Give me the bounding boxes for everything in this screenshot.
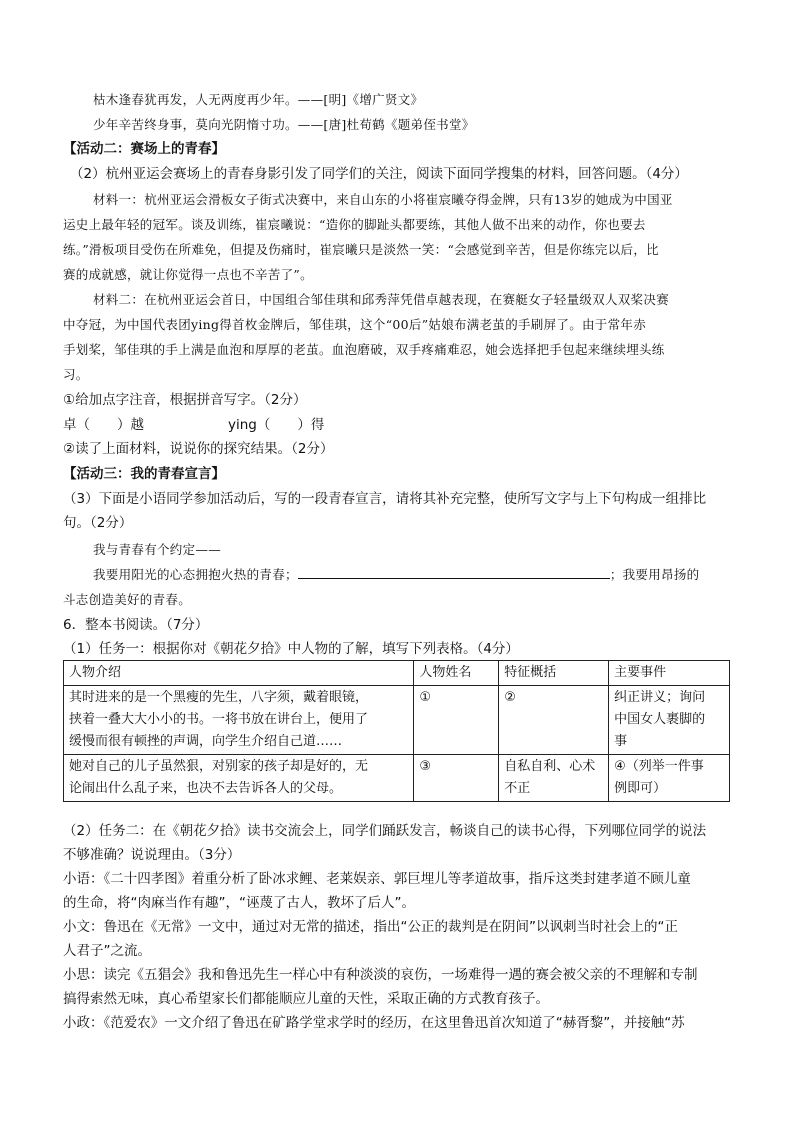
material1-line4: 赛的成就感，就让你觉得一点也不辛苦了”。 (63, 267, 313, 282)
material1-line1: 材料一：杭州亚运会滑板女子街式决赛中，来自山东的小将崔宸曦夺得金牌，只有13岁的她成为中国亚 (93, 192, 673, 207)
q6-task1: （1）任务一：根据你对《朝花夕拾》中人物的了解，填写下列表格。（4分） (63, 641, 519, 657)
cell-line: 例即可） (614, 781, 667, 796)
student-xiaoyu-line1: 小语：《二十四孝图》着重分析了卧冰求鲤、老莱娱亲、郭巨埋儿等孝道故事，指斥这类封建孝道不顾儿童 (63, 871, 691, 887)
cell-line: 其时进来的是一个黑瘦的先生，八字须，戴着眼镜， (69, 690, 369, 705)
q6-task2-line2: 不够准确？说说理由。（3分） (63, 847, 241, 863)
pinyin-item-zhuo: 卓（ ）越 (63, 417, 144, 433)
cell-line: 事 (614, 734, 628, 749)
cell-line: 论闹出什么乱子来，也决不去告诉各人的父母。 (69, 781, 343, 796)
quote-2: 少年辛苦终身事，莫向光阴惰寸功。——[唐]杜荀鹤《题弟侄书堂》 (93, 117, 475, 132)
cell-line: 挟着一叠大大小小的书。一将书放在讲台上，便用了 (69, 712, 369, 727)
student-xiaowen-line2: 人君子”之流。 (63, 943, 151, 959)
declaration-blank[interactable] (298, 566, 610, 579)
table-cell-name[interactable]: ① (414, 686, 499, 755)
activity3-heading: 【活动三：我的青春宣言】 (63, 466, 225, 482)
cell-line: ④（列举一件事 (614, 759, 704, 774)
declaration-line2 (93, 566, 699, 584)
subquestion-1: ①给加点字注音，根据拼音写字。（2分） (63, 392, 307, 408)
cell-line: 自私自利、心术 (504, 759, 596, 774)
table-header: 主要事件 (609, 661, 730, 686)
declaration-line3: 斗志创造美好的青春。 (63, 592, 192, 607)
table-row (64, 755, 730, 802)
declaration-line1: 我与青春有个约定—— (93, 542, 222, 557)
student-xiaoyu-line2: 的生命，将“肉麻当作有趣”，“诬蔑了古人，教坏了后人”。 (63, 895, 415, 911)
table-cell-events (609, 686, 730, 755)
pinyin-item-ying: ying（ ）得 (228, 417, 325, 433)
table-cell-intro (64, 686, 414, 755)
material2-line2: 中夺冠，为中国代表团ying得首枚金牌后，邹佳琪，这个“00后”姑娘布满老茧的手刷屏了。由于常年赤 (63, 317, 646, 332)
quote-1: 枯木逢春犹再发，人无两度再少年。——[明]《增广贤文》 (93, 92, 424, 107)
table-row (64, 686, 730, 755)
q6-heading: 6．整本书阅读。（7分） (63, 617, 209, 633)
student-xiaozheng-line1: 小政：《范爱农》一文介绍了鲁迅在矿路学堂求学时的经历，在这里鲁迅首次知道了“赫胥黎”，并接触“苏 (63, 1015, 685, 1031)
student-xiaosi-line1: 小思：读完《五猖会》我和鲁迅先生一样心中有种淡淡的哀伤，一场难得一遇的赛会被父亲的不理解和专制 (63, 967, 698, 983)
table-header: 人物介绍 (64, 661, 414, 686)
activity2-heading: 【活动二：赛场上的青春】 (63, 141, 225, 157)
material2-line1: 材料二：在杭州亚运会首日，中国组合邹佳琪和邱秀萍凭借卓越表现，在赛艇女子轻量级双人双桨决赛 (93, 292, 670, 307)
character-table (63, 660, 730, 802)
cell-line: 中国女人裹脚的 (614, 712, 706, 727)
material1-line3: 练。”滑板项目受伤在所难免，但提及伤痛时，崔宸曦只是淡然一笑：“会感觉到辛苦，但是你练完以后，比 (63, 242, 659, 257)
table-cell-events[interactable] (609, 755, 730, 802)
student-xiaosi-line2: 搞得索然无味，真心希望家长们都能顺应儿童的天性，采取正确的方式教育孩子。 (63, 991, 549, 1007)
cell-line: 缓慢而很有顿挫的声调，向学生介绍自己道…… (69, 734, 343, 749)
table-cell-intro (64, 755, 414, 802)
declaration-part1: 我要用阳光的心态拥抱火热的青春； (93, 567, 298, 582)
material2-line3: 手划桨，邹佳琪的手上满是血泡和厚厚的老茧。血泡磨破，双手疼痛难忍，她会选择把手包起来继续埋头练 (63, 342, 665, 357)
q6-task2-line1: （2）任务二：在《朝花夕拾》读书交流会上，同学们踊跃发言，畅谈自己的读书心得，下列哪位同学的说法 (63, 823, 707, 839)
activity2-question: （2）杭州亚运会赛场上的青春身影引发了同学们的关注，阅读下面同学搜集的材料，回答问题。（4分） (70, 166, 688, 182)
table-header-row (64, 661, 730, 686)
table-header: 人物姓名 (414, 661, 499, 686)
subquestion-2: ②读了上面材料，说说你的探究结果。（2分） (63, 441, 334, 457)
cell-line: 不正 (504, 781, 531, 796)
activity3-question-line1: （3）下面是小语同学参加活动后，写的一段青春宣言，请将其补充完整，使所写文字与上下句构成一组排比 (63, 491, 707, 507)
table-cell-name[interactable]: ③ (414, 755, 499, 802)
table-cell-trait (499, 755, 609, 802)
material1-line2: 运史上最年轻的冠军。谈及训练，崔宸曦说：“造你的脚趾头都要练，其他人做不出来的动作，你也要去 (63, 217, 646, 232)
table-header: 特征概括 (499, 661, 609, 686)
declaration-part2: ；我要用昂扬的 (609, 567, 700, 582)
activity3-question-line2: 句。（2分） (63, 515, 133, 531)
cell-line: 纠正讲义；询问 (614, 690, 706, 705)
material2-line4: 习。 (63, 367, 89, 382)
cell-line: 她对自己的儿子虽然狠，对别家的孩子却是好的，无 (69, 759, 369, 774)
student-xiaowen-line1: 小文：鲁迅在《无常》一文中，通过对无常的描述，指出“公正的裁判是在阴间”以讽刺当时社会上的“正 (63, 919, 678, 935)
table-cell-trait[interactable]: ② (499, 686, 609, 755)
